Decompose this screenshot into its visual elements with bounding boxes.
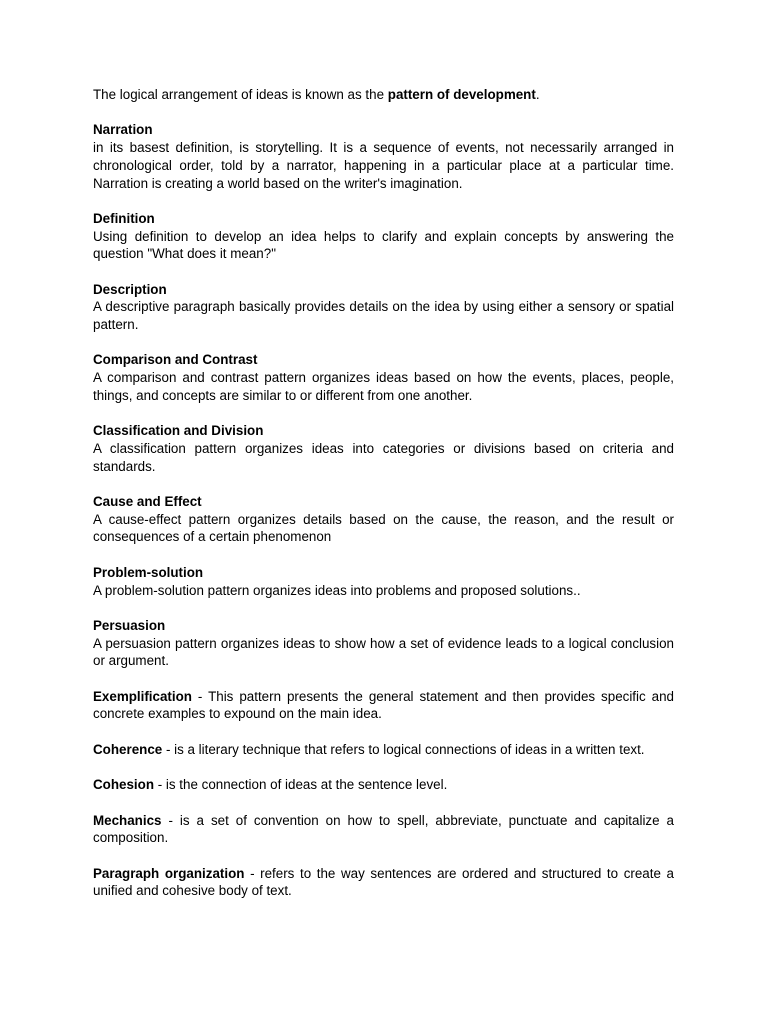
term-definition: - This pattern presents the general statement and then provides specific and concrete examples to expound on the main idea. (93, 688, 674, 722)
section-problem-solution (93, 564, 674, 599)
section-description (93, 281, 674, 334)
section-body: A cause-effect pattern organizes details based on the cause, the reason, and the result or consequences of a certain phenomenon (93, 511, 674, 545)
section-heading: Classification and Division (93, 423, 264, 439)
section-heading: Persuasion (93, 617, 166, 633)
section-comparison-contrast (93, 351, 674, 404)
section-body: A persuasion pattern organizes ideas to show how a set of evidence leads to a logical conclusion or argument. (93, 635, 674, 669)
document-body (93, 86, 674, 900)
term-label: Mechanics (93, 812, 162, 828)
term-exemplification (93, 688, 674, 723)
term-definition: - is a set of convention on how to spell, abbreviate, punctuate and capitalize a composition. (93, 812, 674, 846)
term-definition: - is the connection of ideas at the sentence level. (154, 777, 448, 793)
term-label: Paragraph organization (93, 865, 245, 881)
term-mechanics (93, 812, 674, 847)
section-cause-effect (93, 493, 674, 546)
section-narration (93, 121, 674, 192)
section-heading: Definition (93, 210, 155, 226)
section-body: A descriptive paragraph basically provides details on the idea by using either a sensory or spatial pattern. (93, 299, 674, 333)
section-definition (93, 210, 674, 263)
term-label: Coherence (93, 741, 163, 757)
term-coherence (93, 741, 674, 759)
intro-bold-term: pattern of development (387, 87, 536, 102)
section-classification-division (93, 422, 674, 475)
section-body: A classification pattern organizes ideas into categories or divisions based on criteria and standards. (93, 440, 674, 474)
section-heading: Narration (93, 122, 153, 138)
term-label: Cohesion (93, 777, 155, 793)
term-paragraph-organization (93, 865, 674, 900)
section-body: A problem-solution pattern organizes ideas into problems and proposed solutions.. (93, 582, 581, 598)
term-label: Exemplification (93, 688, 192, 704)
section-body: in its basest definition, is storytelling. It is a sequence of events, not necessarily arranged in chronological order, told by a narrator, happening in a particular place at a particular time. Narration is creating a world based on the writer's imagination. (93, 140, 674, 191)
term-definition: - is a literary technique that refers to logical connections of ideas in a written text. (162, 741, 645, 757)
section-body: Using definition to develop an idea helps to clarify and explain concepts by answering the question "What does it mean?" (93, 228, 674, 262)
term-definition: - refers to the way sentences are ordered and structured to create a unified and cohesive body of text. (93, 865, 674, 899)
section-heading: Description (93, 281, 167, 297)
section-body: A comparison and contrast pattern organizes ideas based on how the events, places, people, things, and concepts are similar to or different from one another. (93, 370, 674, 403)
term-cohesion (93, 776, 674, 794)
section-heading: Problem-solution (93, 564, 204, 580)
intro-prefix: The logical arrangement of ideas is known as the (93, 87, 388, 102)
section-persuasion (93, 617, 674, 670)
intro-suffix: . (535, 87, 540, 102)
intro-paragraph (93, 86, 674, 104)
section-heading: Cause and Effect (93, 494, 202, 510)
section-heading: Comparison and Contrast (93, 352, 258, 368)
